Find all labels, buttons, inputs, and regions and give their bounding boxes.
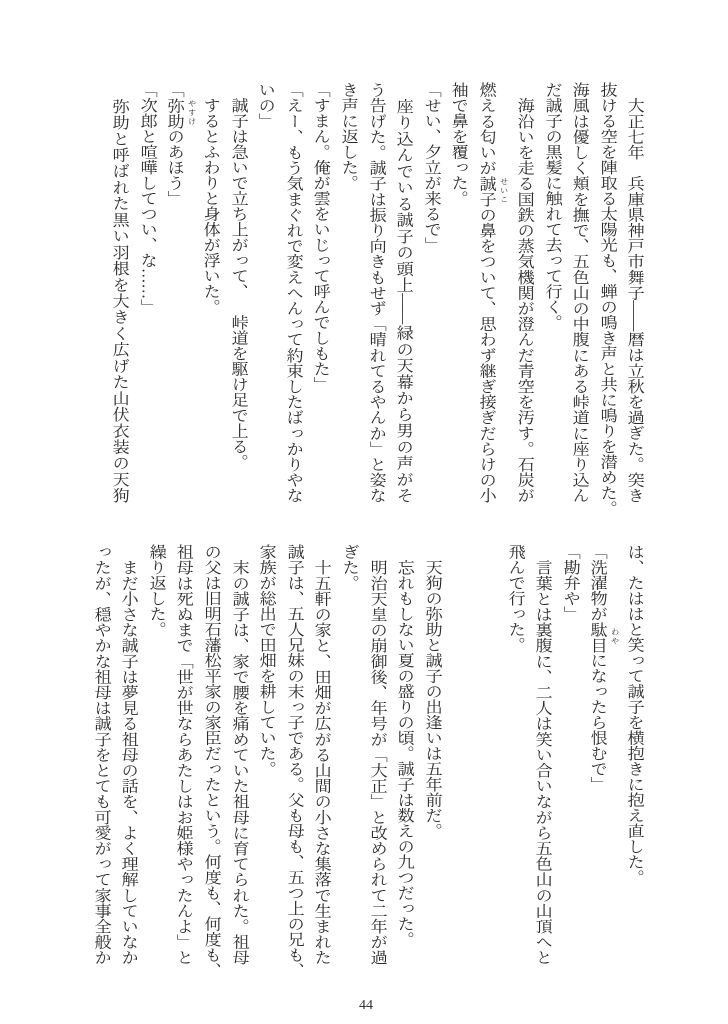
text-segment: になったら恨むで」	[588, 652, 607, 792]
text-column: 座り込んでいる誠子の頭上――緑の天幕から男の声がそ	[394, 82, 413, 503]
blank-line	[476, 544, 498, 965]
upper-text-block	[0, 82, 728, 516]
dialogue-column: 「えー、もう気まぐれで変えへんって約束したばっかりやな	[284, 82, 303, 503]
text-column: 誠子は急いで立ち上がって、 峠道を駆け足で上る。	[229, 82, 248, 470]
text-column: う告げた。誠子は振り向きもせず「晴れてるやんか」と姿な	[367, 82, 386, 503]
dialogue-column: 「次郎と喧嘩してつい、な……」	[138, 82, 157, 315]
text-column: 弥助と呼ばれた黒い羽根を大きく広げた山伏衣装の天狗	[110, 82, 129, 503]
text-column: き声に返した。	[339, 82, 358, 191]
text-column: まだ小さな誠子は夢見る祖母の話を、よく理解していなか	[119, 544, 138, 965]
page-number: 44	[359, 998, 373, 1013]
text-column: 飛んで行った。	[506, 544, 525, 653]
text-column: ぎた。	[340, 544, 359, 591]
dialogue-column: 「せい、夕立が来るで」	[422, 82, 441, 253]
dialogue-column	[163, 82, 198, 503]
text-column: 忘れもしない夏の盛りの頃。誠子は数えの九つだった。	[395, 544, 414, 947]
dialogue-column	[586, 544, 621, 965]
text-column: ったが、穏やかな祖母は誠子をとても可愛がって家事全般か	[92, 544, 111, 965]
ruby-annotation: せいこ	[499, 177, 510, 205]
text-segment: 「	[165, 82, 184, 98]
text-column: 明治天皇の崩御後、年号が「大正」と改められて二年が過	[368, 544, 387, 965]
text-column: は、たははと笑って誠子を横抱きに抱え直した。	[625, 544, 644, 885]
text-column: するとふわりと身体が浮いた。	[201, 82, 220, 315]
text-column: 言葉とは裏腹に、二人は笑い合いながら五色山の山頂へと	[533, 544, 552, 965]
ruby-base: 駄目	[588, 621, 607, 653]
ruby-annotation: わや	[610, 628, 621, 646]
text-column: 繰り返した。	[147, 544, 166, 637]
ruby-annotation: やすけ	[187, 99, 198, 127]
ruby-base: 弥助	[165, 97, 184, 129]
text-column: だ誠子の黒髪に触れて去って行く。	[543, 82, 562, 330]
text-column: 祖母は死ぬまで「世が世ならあたしはお姫様やったんよ」と	[174, 544, 193, 965]
dialogue-column: 「勘弁や」	[561, 544, 580, 622]
text-column: 家族が総出で田畑を耕していた。	[257, 544, 276, 777]
text-column: の父は旧明石藩松平家の家臣だったという。何度も、何度も、	[202, 544, 221, 978]
text-column: 末の誠子は、家で腰を痛めていた祖母に育てられた。祖母	[230, 544, 249, 965]
text-column	[475, 82, 510, 504]
blank-line	[448, 544, 470, 965]
ruby-group	[165, 97, 198, 129]
text-segment: 燃える匂いが	[477, 82, 496, 176]
text-column: 抜ける空を陣取る太陽光も、蝉の鳴き声と共に鳴りを潜めた。	[598, 82, 617, 516]
text-column: 誠子は、五人兄妹の末っ子である。父も母も、五つ上の兄も、	[285, 544, 304, 978]
text-column: 大正七年 兵庫県神戸市舞子――暦は立秋を過ぎた。突き	[625, 82, 644, 503]
ruby-group	[477, 175, 510, 207]
text-column: 海風は優しく頬を撫で、五色山の中腹にある峠道に座り込ん	[570, 82, 589, 503]
text-segment: の鼻をついて、思わず継ぎ接ぎだらけの小	[477, 206, 496, 504]
text-column: 袖で鼻を覆った。	[449, 82, 468, 206]
text-segment: 「洗濯物が	[588, 544, 607, 622]
text-segment: のあほう」	[165, 128, 184, 206]
text-column: 天狗の弥助と誠子の出逢いは五年前だ。	[423, 544, 442, 839]
ruby-group	[588, 621, 621, 653]
dialogue-column: いの」	[256, 82, 275, 129]
dialogue-column: 「すまん。俺が雲をいじって呼んでしもた」	[311, 82, 330, 392]
lower-text-block	[0, 544, 728, 978]
text-column: 十五軒の家と、田畑が広がる山間の小さな集落で生まれた	[312, 544, 331, 965]
text-column: 海沿いを走る国鉄の蒸気機関が澄んだ青空を汚す。石炭が	[515, 82, 534, 503]
ruby-base: 誠子	[477, 175, 496, 207]
